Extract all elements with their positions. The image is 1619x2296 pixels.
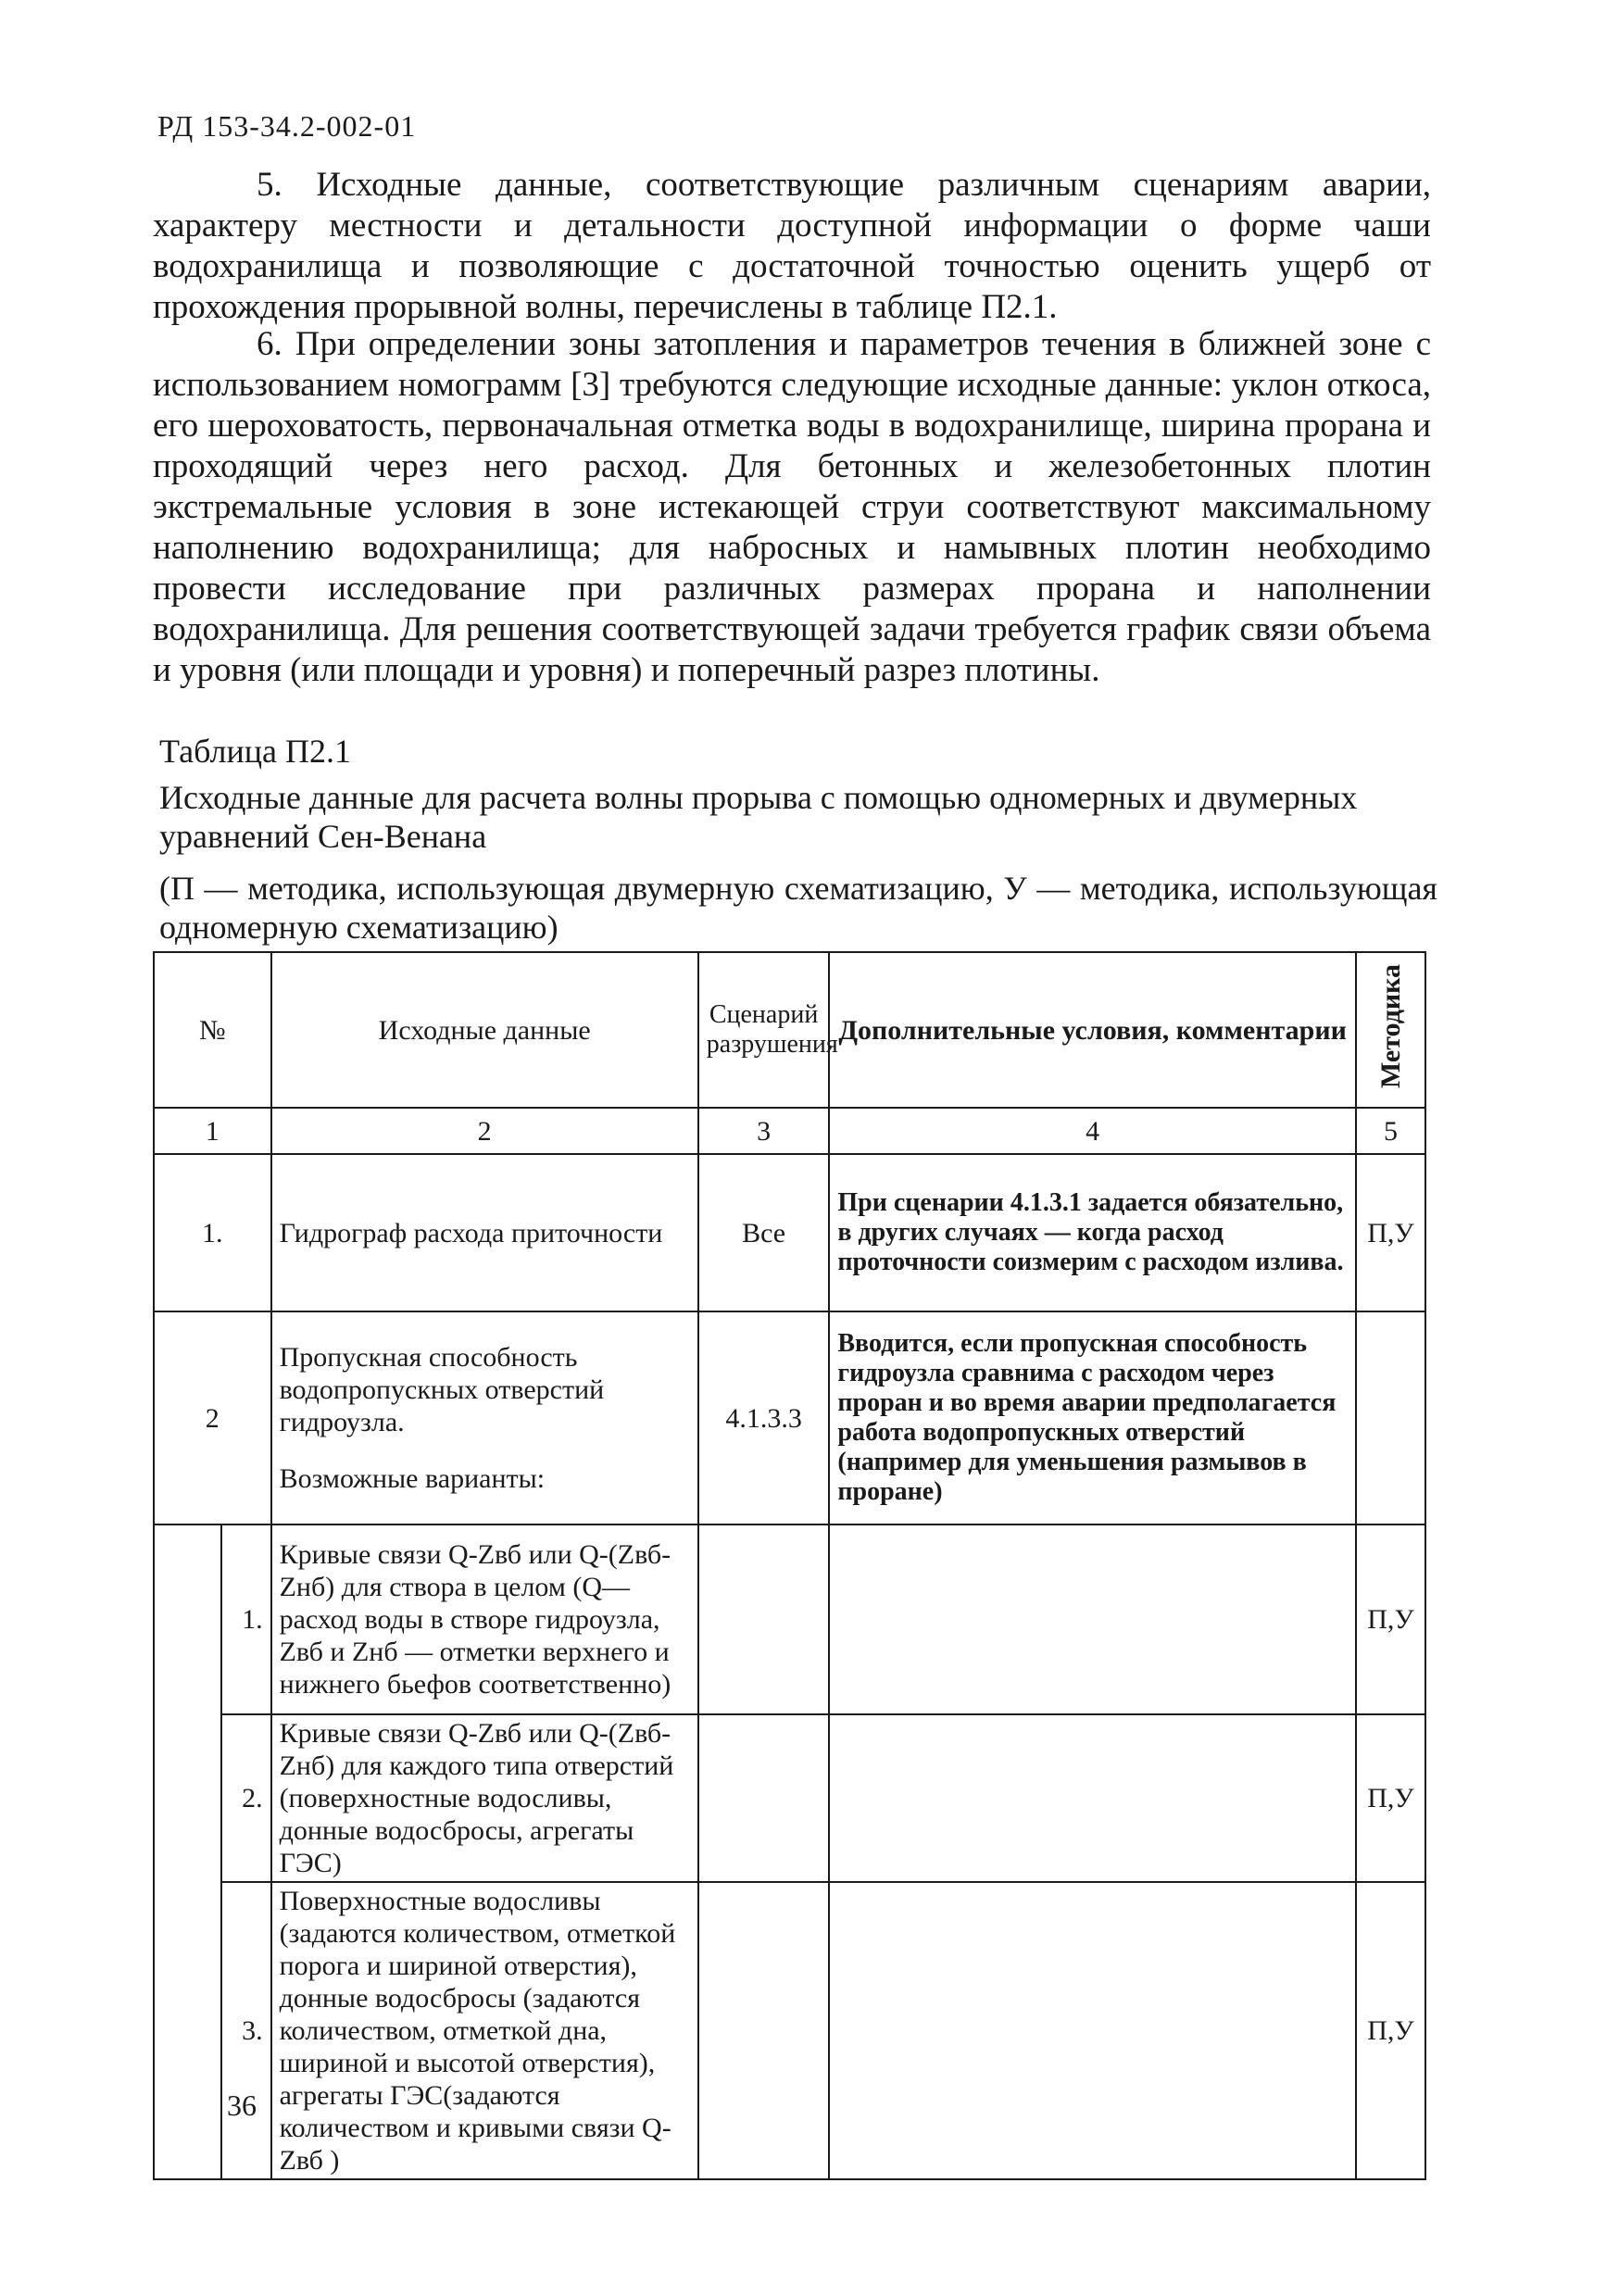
- table-note: (П — методика, использующая двумерную схематизацию, У — методика, использующая одномерную схематизацию): [159, 870, 1437, 946]
- table-subrow: [154, 1524, 1425, 1714]
- row-data: Гидрограф расхода приточности: [271, 1154, 698, 1311]
- row-data: Пропускная способность водопропускных отверстий гидроузла.: [279, 1342, 605, 1437]
- table-subrow: [154, 1882, 1425, 2179]
- row-data-cell: [271, 1311, 698, 1524]
- table-label: Таблица П2.1: [159, 733, 351, 770]
- row-conditions: Вводится, если пропускная способность гидроузла сравнима с расходом через проран и во время аварии предполагается работа водопропускных отверстий (например для уменьшения размывов в проране): [829, 1311, 1356, 1524]
- row-method: [1356, 1311, 1425, 1524]
- document-code: РД 153-34.2-002-01: [157, 109, 417, 143]
- subrow-number: 2.: [221, 1714, 271, 1882]
- subrow-scenario: [698, 1524, 830, 1714]
- header-method: Методика: [1374, 963, 1406, 1088]
- subrow-conditions: [829, 1524, 1356, 1714]
- table-caption: Исходные данные для расчета волны прорыва с помощью одномерных и двумерных уравнений Сен-Венана: [159, 779, 1358, 855]
- subrow-conditions: [829, 1882, 1356, 2179]
- paragraph-6: 6. При определении зоны затопления и параметров течения в ближней зоне с использованием номограмм [3] требуются следующие исходные данные: уклон откоса, его шероховатость, первоначальная отметка воды в водохранилище, ширина прорана и проходящий через него расход. Для бетонных и железобетонных плотин экстремальные условия в зоне истекающей струи соответствуют максимальному наполнению водохранилища; для набросных и намывных плотин необходимо провести исследование при различных размерах прорана и наполнении водохранилища. Для решения соответствующей задачи требуется график связи объема и уровня (или площади и уровня) и поперечный разрез плотины.: [153, 325, 1431, 689]
- subrow-data: Кривые связи Q-Zвб или Q-(Zвб-Zнб) для каждого типа отверстий (поверхностные водосливы, донные водосбросы, агрегаты ГЭС): [271, 1714, 698, 1882]
- subrow-data: Поверхностные водосливы (задаются количеством, отметкой порога и шириной отверстия), донные водосбросы (задаются количеством, отметкой дна, шириной и высотой отверстия), агрегаты ГЭС(задаются количеством и кривыми связи Q-Zвб ): [271, 1882, 698, 2179]
- column-number-row: [154, 1108, 1425, 1154]
- page-number: 36: [227, 2089, 257, 2122]
- col-number-5: 5: [1356, 1108, 1425, 1154]
- subrow-method: П,У: [1356, 1714, 1425, 1882]
- header-method-cell: [1356, 952, 1425, 1108]
- header-no: №: [154, 952, 271, 1108]
- header-scenario: Сценарий разрушения: [698, 952, 830, 1108]
- subrow-method: П,У: [1356, 1524, 1425, 1714]
- subrow-scenario: [698, 1882, 830, 2179]
- row-number: 1.: [154, 1154, 271, 1311]
- col-number-3: 3: [698, 1108, 830, 1154]
- table-subrow: [154, 1714, 1425, 1882]
- table-header-row: [154, 952, 1425, 1108]
- col-number-4: 4: [829, 1108, 1356, 1154]
- subrow-number: 3.: [221, 1882, 271, 2179]
- row-method: П,У: [1356, 1154, 1425, 1311]
- data-table: [153, 951, 1426, 2180]
- col-number-1: 1: [154, 1108, 271, 1154]
- header-conditions: Дополнительные условия, комментарии: [829, 952, 1356, 1108]
- subrow-method: П,У: [1356, 1882, 1425, 2179]
- subrow-data: Кривые связи Q-Zвб или Q-(Zвб-Zнб) для створа в целом (Q— расход воды в створе гидроузла, Zвб и Zнб — отметки верхнего и нижнего бьефов соответственно): [271, 1524, 698, 1714]
- paragraph-5: 5. Исходные данные, соответствующие различным сценариям аварии, характеру местности и детальности доступной информации о форме чаши водохранилища и позволяющие с достаточной точностью оценить ущерб от прохождения прорывной волны, перечислены в таблице П2.1.: [153, 166, 1431, 326]
- subrow-conditions: [829, 1714, 1356, 1882]
- subrow-group-spacer: [154, 1524, 221, 2179]
- row-scenario: 4.1.3.3: [698, 1311, 830, 1524]
- table-row: [154, 1154, 1425, 1311]
- row-data-extra: Возможные варианты:: [279, 1463, 546, 1494]
- subrow-number: 1.: [221, 1524, 271, 1714]
- subrow-scenario: [698, 1714, 830, 1882]
- row-scenario: Все: [698, 1154, 830, 1311]
- col-number-2: 2: [271, 1108, 698, 1154]
- row-conditions: При сценарии 4.1.3.1 задается обязательно, в других случаях — когда расход проточности соизмерим с расходом излива.: [829, 1154, 1356, 1311]
- row-number: 2: [154, 1311, 271, 1524]
- table-row: [154, 1311, 1425, 1524]
- header-data: Исходные данные: [271, 952, 698, 1108]
